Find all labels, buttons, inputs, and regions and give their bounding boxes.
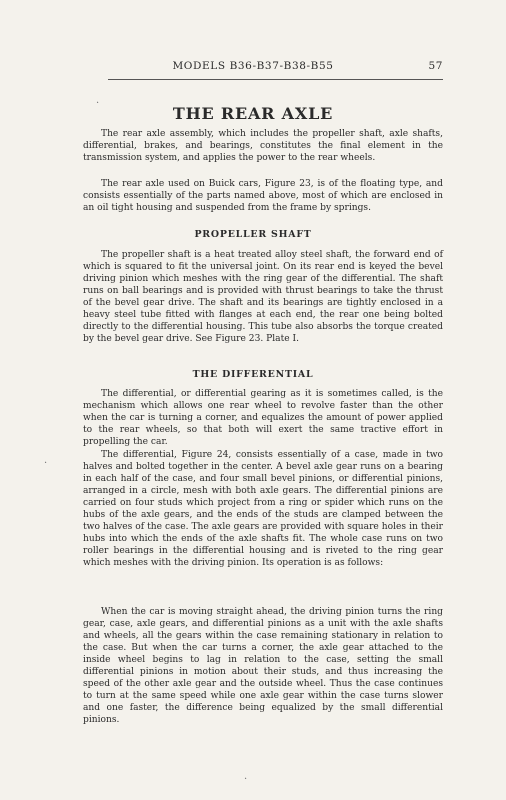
section-heading-differential: THE DIFFERENTIAL (192, 369, 314, 380)
running-title: MODELS B36-B37-B38-B55 (172, 60, 334, 72)
print-speck: · (96, 98, 100, 109)
print-speck: · (244, 774, 248, 785)
intro-paragraph-2: The rear axle used on Buick cars, Figure 23, is of the floating type, and consists essentially of the parts named above, most of which are enclosed in an oil tight housing and suspended from the frame by springs. (83, 179, 443, 213)
propeller-shaft-paragraph: The propeller shaft is a heat treated alloy steel shaft, the forward end of which is squared to fit the universal joint. On its rear end is keyed the bevel driving pinion which meshes with the ring gear of the differential. The shaft runs on ball bearings and is provided with thrust bearings to take the thrust of the bevel gear drive. The shaft and its bearings are tightly enclosed in a heavy steel tube fitted with flanges at each end, the rear one being bolted directly to the differential housing. This tube also absorbs the torque created by the bevel gear drive. See Figure 23. Plate I. (83, 250, 443, 344)
differential-paragraph-1: The differential, or differential gearing as it is sometimes called, is the mechanism which allows one rear wheel to revolve faster than the other when the car is turning a corner, and equalizes the amount of power applied to the rear wheels, so that both will exert the same tractive effort in propelling the car. (83, 389, 443, 447)
header-rule (108, 79, 443, 80)
page-number: 57 (428, 60, 443, 72)
print-speck: · (44, 458, 48, 469)
running-header (108, 60, 443, 76)
differential-paragraph-3: When the car is moving straight ahead, the driving pinion turns the ring gear, case, axle gears, and differential pinions as a unit with the axle shafts and wheels, all the gears within the case remaining stationary in relation to the case. But when the car turns a corner, the axle gear attached to the inside wheel begins to lag in relation to the case, setting the small differential pinions in motion about their studs, and thus increasing the speed of the other axle gear and the outside wheel. Thus the case continues to turn at the same speed while one axle gear within the case turns slower and one faster, the difference being equalized by the small differential pinions. (83, 607, 443, 725)
intro-paragraph-1: The rear axle assembly, which includes the propeller shaft, axle shafts, differential, brakes, and bearings, constitutes the final element in the transmission system, and applies the power to the rear wheels. (83, 129, 443, 163)
section-heading-propeller-shaft: PROPELLER SHAFT (194, 229, 312, 240)
page-title: THE REAR AXLE (172, 104, 334, 123)
differential-paragraph-2: The differential, Figure 24, consists essentially of a case, made in two halves and bolted together in the center. A bevel axle gear runs on a bearing in each half of the case, and four small bevel pinions, or differential pinions, arranged in a circle, mesh with both axle gears. The differential pinions are carried on four studs which project from a ring or spider which runs on the hubs of the axle gears, and the ends of the studs are clamped between the two halves of the case. The axle gears are provided with square holes in their hubs into which the ends of the axle shafts fit. The whole case runs on two roller bearings in the differential housing and is riveted to the ring gear which meshes with the driving pinion. Its operation is as follows: (83, 450, 443, 568)
